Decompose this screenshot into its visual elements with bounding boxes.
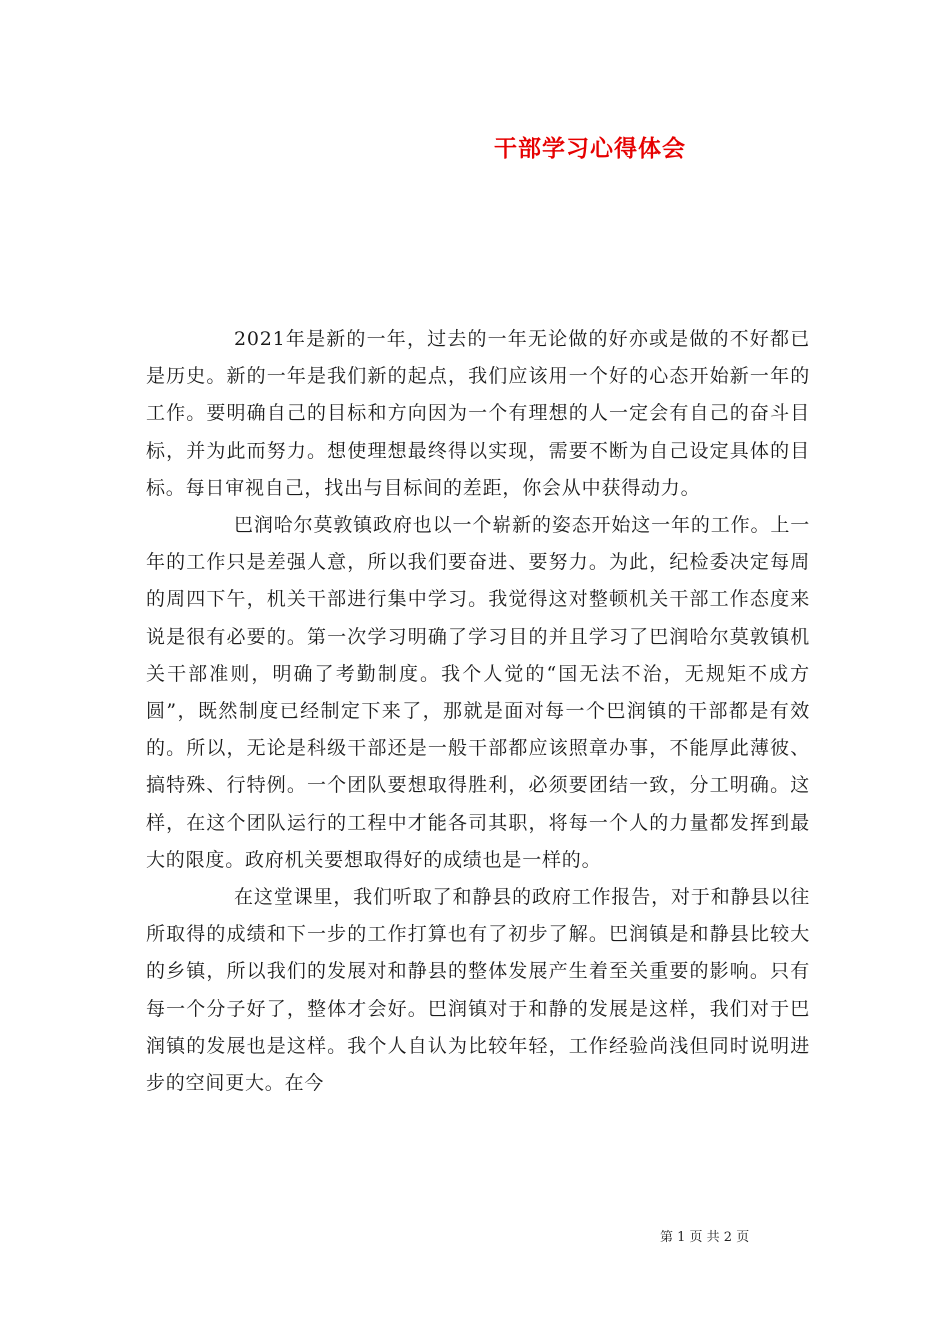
- paragraph-3: 在这堂课里，我们听取了和静县的政府工作报告，对于和静县以往所取得的成绩和下一步的工作打算也有了初步了解。巴润镇是和静县比较大的乡镇，所以我们的发展对和静县的整体发展产生着至关重要的影响。只有每一个分子好了，整体才会好。巴润镇对于和静的发展是这样，我们对于巴润镇的发展也是这样。我个人自认为比较年轻，工作经验尚浅但同时说明进步的空间更大。在今: [146, 886, 810, 1095]
- paragraph-1: 2021年是新的一年，过去的一年无论做的好亦或是做的不好都已是历史。新的一年是我们新的起点，我们应该用一个好的心态开始新一年的工作。要明确自己的目标和方向因为一个有理想的人一定会有自己的奋斗目标，并为此而努力。想使理想最终得以实现，需要不断为自己设定具体的目标。每日审视自己，找出与目标间的差距，你会从中获得动力。: [146, 328, 810, 499]
- document-body: [146, 321, 810, 1102]
- page-number-footer: 第 1 页 共 2 页: [660, 1230, 750, 1245]
- document-title: 干部学习心得体会: [494, 135, 686, 162]
- paragraph-2: 巴润哈尔莫敦镇政府也以一个崭新的姿态开始这一年的工作。上一年的工作只是差强人意，所以我们要奋进、要努力。为此，纪检委决定每周的周四下午，机关干部进行集中学习。我觉得这对整顿机关干部工作态度来说是很有必要的。第一次学习明确了学习目的并且学习了巴润哈尔莫敦镇机关干部准则，明确了考勤制度。我个人觉的“国无法不治，无规矩不成方圆”，既然制度已经制定下来了，那就是面对每一个巴润镇的干部都是有效的。所以，无论是科级干部还是一般干部都应该照章办事，不能厚此薄彼、搞特殊、行特例。一个团队要想取得胜利，必须要团结一致，分工明确。这样，在这个团队运行的工程中才能各司其职，将每一个人的力量都发挥到最大的限度。政府机关要想取得好的成绩也是一样的。: [146, 514, 810, 871]
